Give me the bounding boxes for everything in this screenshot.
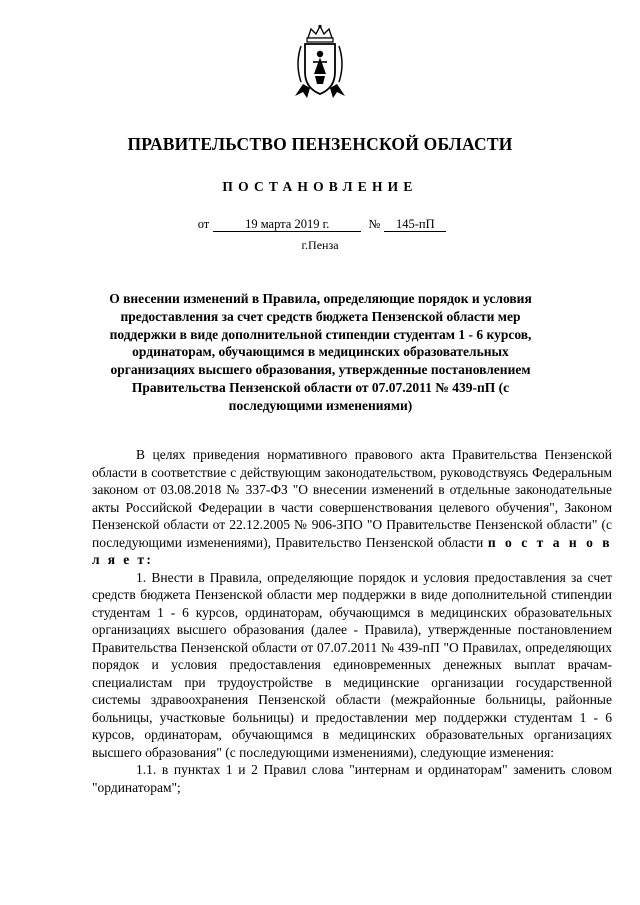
document-heading: О внесении изменений в Правила, определяющие порядок и условия предоставления за счет средств бюджета Пензенской области мер поддержки в виде дополнительной стипендии студентам 1 - 6 курсов, ординаторам, обучающимся в медицинских образовательных организациях высшего образования, утвержденные постановлением Правительства Пензенской области от 07.07.2011 № 439-пП (с последующими изменениями) bbox=[109, 291, 532, 413]
preamble-paragraph bbox=[92, 446, 612, 569]
preamble-text: В целях приведения нормативного правового акта Правительства Пензенской области в соответствие с действующим законодательством, руководствуясь Федеральным законом от 03.08.2018 № 337-ФЗ "О внесении изменений в отдельные законодательные акты Российской Федерации в части совершенствования целевого обучения", Законом Пензенской области от 22.12.2005 № 906-ЗПО "О Правительстве Пензенской области" (с последующими изменениями), Правительство Пензенской области bbox=[92, 447, 612, 550]
number-prefix: № bbox=[368, 217, 381, 231]
item-1-paragraph: 1. Внести в Правила, определяющие порядок и условия предоставления за счет средств бюджета Пензенской области мер поддержки в виде дополнительной стипендии студентам 1 - 6 курсов, ординаторам, обучающимся в медицинских образовательных организациях высшего образования (далее - Правила), утвержденные постановлением Правительства Пензенской области от 07.07.2011 № 439-пП "О Правилах, определяющих порядок и условия предоставления единовременных денежных выплат врачам-специалистам при трудоустройстве в медицинские организации государственной системы здравоохранения Пензенской области (межрайонные больницы, районные больницы, участковые больницы) и предоставлении мер поддержки студентам 1 - 6 курсов, ординаторам, обучающимся в медицинских образовательных организациях высшего образования" (с последующими изменениями), следующие изменения: bbox=[92, 569, 612, 760]
decree-number: 145-пП bbox=[384, 217, 446, 232]
penza-coat-of-arms-icon bbox=[293, 24, 347, 100]
document-type: ПОСТАНОВЛЕНИЕ bbox=[222, 179, 418, 194]
date-number-line bbox=[0, 217, 640, 232]
government-title: ПРАВИТЕЛЬСТВО ПЕНЗЕНСКОЙ ОБЛАСТИ bbox=[127, 134, 513, 154]
item-1-1-paragraph: 1.1. в пунктах 1 и 2 Правил слова "интернам и ординаторам" заменить словом "ординаторам"; bbox=[92, 762, 612, 795]
decrees-word: п о с т а н о в л я е т: bbox=[92, 534, 612, 567]
date-prefix: от bbox=[197, 217, 210, 231]
city-name: г.Пенза bbox=[301, 238, 339, 252]
decree-date: 19 марта 2019 г. bbox=[213, 217, 361, 232]
document-body bbox=[92, 446, 612, 796]
